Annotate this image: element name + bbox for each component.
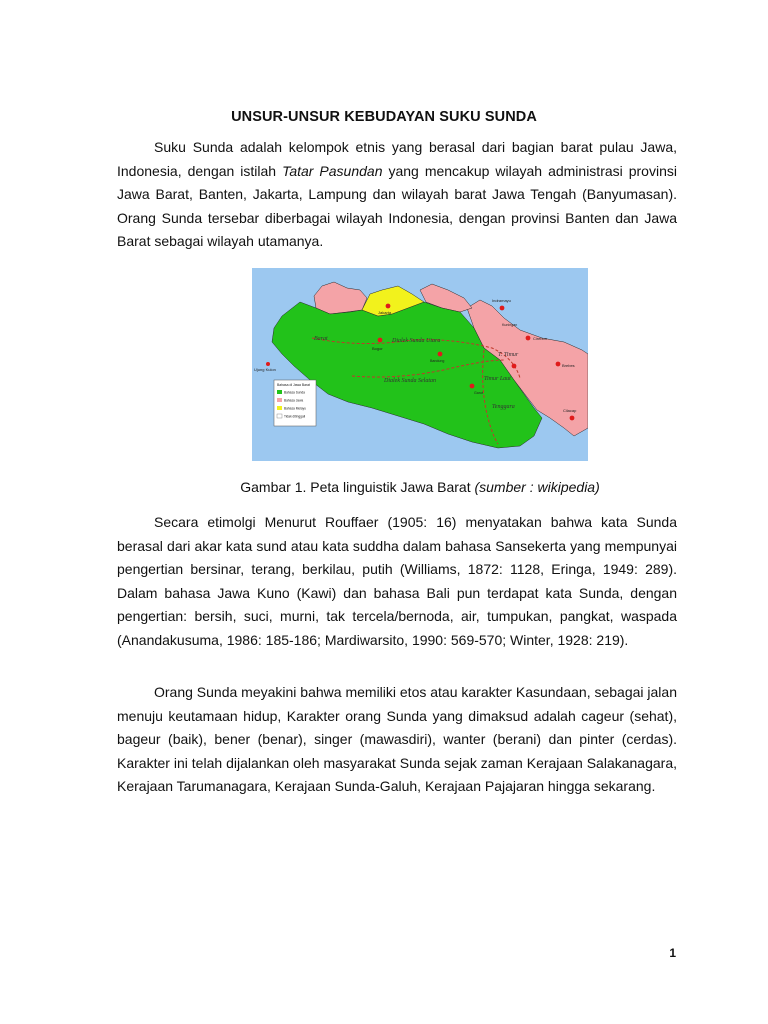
map-legend-title: Bahasa di Jawa Barat (277, 383, 310, 387)
map-label-cilacap: Cilacap (563, 408, 577, 413)
map-label-ujung-kulon: Ujung Kulon (254, 367, 276, 372)
map-label-indramayu: Indramayu (492, 298, 511, 303)
map-label-tenggara: Tenggara (492, 404, 515, 410)
map-city-bandung (438, 352, 443, 357)
legend-swatch-jawa (277, 398, 282, 402)
map-label-garut: Garut (474, 391, 483, 395)
map-label-cirebon: Cirebon (533, 336, 548, 341)
map-city-garut (470, 384, 475, 389)
legend-item-melayu: Bahasa Melayu (284, 406, 306, 411)
legend-swatch-melayu (277, 406, 282, 410)
page-number: 1 (669, 946, 676, 960)
legend-item-uninhabited: Tidak ditinggali (284, 414, 306, 419)
map-city-cirebon (526, 336, 531, 341)
map-label-bogor: Bogor (372, 346, 383, 351)
map-legend (274, 380, 316, 426)
legend-item-jawa: Bahasa Jawa (284, 398, 304, 403)
map-label-kuningan: Kuningan (502, 323, 518, 327)
map-city-ujung-kulon (266, 362, 270, 366)
term-tatar-pasundan: Tatar Pasundan (282, 162, 383, 179)
linguistic-map (252, 268, 588, 461)
map-label-bandung: Bandung (430, 359, 445, 363)
map-label-jakarta: Jakarta (378, 310, 392, 315)
map-label-barat: Barat (314, 336, 328, 342)
map-city-kuningan (512, 364, 517, 369)
paragraph-etymology: Secara etimolgi Menurut Rouffaer (1905: 16) menyatakan bahwa kata Sunda berasal dari akar kata sund atau kata suddha dalam bahasa Sansekerta yang mempunyai pengertian bersinar, terang, berkilau, putih (Williams, 1872: 1128, Eringa, 1949: 289). Dalam bahasa Jawa Kuno (Kawi) dan bahasa Bali pun terdapat kata Sunda, dengan pengertian: bersih, suci, murni, tak tercela/bernoda, air, tumpukan, pangkat, waspada (Anandakusuma, 1986: 185-186; Mardiwarsito, 1990: 569-570; Winter, 1928: 219). (117, 514, 677, 648)
map-label-timur-laut: Timur Laut (484, 376, 511, 382)
legend-swatch-sunda (277, 390, 282, 394)
map-label-brebes: Brebes (562, 363, 575, 368)
legend-item-sunda: Bahasa Sunda (284, 390, 305, 395)
document-title: UNSUR-UNSUR KEBUDAYAN SUKU SUNDA (231, 109, 537, 125)
figure-caption: Gambar 1. Peta linguistik Jawa Barat (sumber : wikipedia) (240, 479, 600, 495)
caption-source: (sumber : wikipedia) (474, 479, 600, 495)
map-label-utara: Dialek Sunda Utara (392, 338, 441, 344)
map-city-bogor (378, 338, 383, 343)
map-city-indramayu (500, 306, 505, 311)
legend-swatch-uninhabited (277, 414, 282, 418)
map-label-selatan: Dialek Sunda Selatan (384, 378, 436, 384)
map-label-t-timur: T. Timur (498, 352, 519, 358)
map-city-jakarta (386, 304, 391, 309)
map-city-cilacap (570, 416, 575, 421)
map-city-brebes (556, 362, 561, 367)
paragraph-character: Orang Sunda meyakini bahwa memiliki etos atau karakter Kasundaan, sebagai jalan menuju keutamaan hidup, Karakter orang Sunda yang dimaksud adalah cageur (sehat), bageur (baik), bener (benar), singer (mawasdiri), wanter (berani) dan pinter (cerdas). Karakter ini telah dijalankan oleh masyarakat Sunda sejak zaman Kerajaan Salakanagara, Kerajaan Tarumanagara, Kerajaan Sunda-Galuh, Kerajaan Pajajaran hingga sekarang. (117, 684, 677, 795)
paragraph-intro: Suku Sunda adalah kelompok etnis yang berasal dari bagian barat pulau Jawa, Indonesia, dengan istilah Tatar Pasundan yang mencakup wilayah administrasi provinsi Jawa Barat, Banten, Jakarta, Lampung dan wilayah barat Jawa Tengah (Banyumasan). Orang Sunda tersebar diberbagai wilayah Indonesia, dengan provinsi Banten dan Jawa Barat sebagai wilayah utamanya. (117, 139, 677, 250)
